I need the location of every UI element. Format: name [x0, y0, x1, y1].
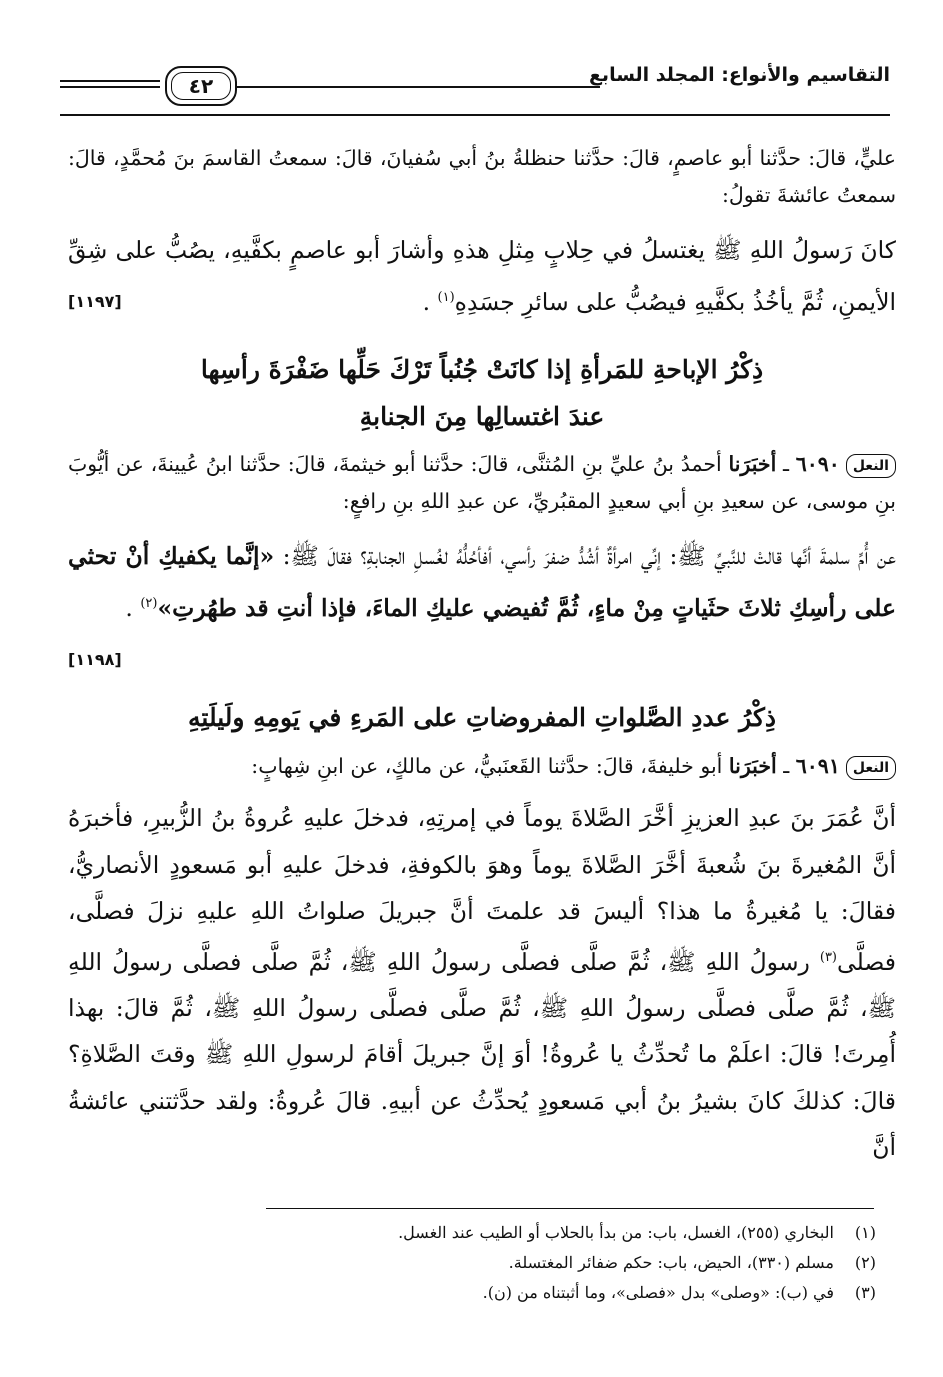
footnote-number: (١) — [854, 1223, 876, 1242]
hadith-1198-question: عن أُمِّ سلمةَ أنَّها قالتْ للنَّبيِّ ﷺ: إنِّي امرأةٌ أشُدُّ ضفرَ رأسي، أفأحُلُّهُ لغُسلِ الجنابةِ؟ فقالَ ﷺ: — [282, 542, 896, 570]
hadith-1198-answer: «إنَّما يكفيكِ أنْ تحثي على رأسِكِ ثلاثَ حثَياتٍ مِنْ ماءٍ، ثُمَّ تُفيضي عليكِ الماءَ، فإذا أنتِ قد طهُرتِ» — [68, 542, 896, 622]
footnote-item — [68, 1278, 876, 1308]
footnotes — [68, 1218, 876, 1308]
header-rule — [235, 86, 600, 88]
footnote-text: مسلم (٣٣٠)، الحيض، باب: حكم ضفائر المغتسلة. — [508, 1253, 834, 1272]
page-header — [60, 58, 890, 122]
footnote-mark: (١) — [437, 290, 455, 305]
footnote-item — [68, 1248, 876, 1278]
header-ornament-lines — [60, 80, 160, 92]
page-number-frame — [165, 66, 237, 106]
footnote-separator — [266, 1208, 874, 1209]
hadith-1198-text: عن أُمِّ سلمةَ أنَّها قالتْ للنَّبيِّ ﷺ: إنِّي امرأةٌ أشُدُّ ضفرَ رأسي، أفأحُلُّهُ لغُسلِ الجنابةِ؟ فقالَ ﷺ: «إنَّما يكفيكِ أنْ تحثي على رأسِكِ ثلاثَ حثَياتٍ مِنْ ماءٍ، ثُمَّ تُفيضي عليكِ الماءَ، فإذا أنتِ قد طهُرتِ»$^{(٢)}$ . — [68, 542, 896, 622]
hadith-1197-ref: [١١٩٧] — [68, 292, 122, 311]
hadith-1197-chain: عليٍّ، قالَ: حدَّثنا أبو عاصمٍ، قالَ: حدَّثنا حنظلةُ بنُ أبي سُفيانَ، قالَ: سمعتُ القاسمَ بنَ مُحمَّدٍ، قالَ: سمعتُ عائشةَ تقولُ: — [68, 146, 896, 207]
hadith-1198-chain: النعل٦٠٩٠ ـ أخبَرَنا أحمدُ بنُ عليِّ بنِ المُثنَّى، قالَ: حدَّثنا أبو خيثمةَ، قالَ: حدَّثنا ابنُ عُيينةَ، عن أيُّوبَ بنِ موسى، عن سعيدِ بنِ أبي سعيدٍ المقبُريِّ، عن عبدِ اللهِ بنِ رافعٍ: — [68, 452, 896, 513]
footnote-number: (٣) — [854, 1283, 876, 1302]
hadith-1199-part-a: أنَّ عُمَرَ بنَ عبدِ العزيزِ أخَّرَ الصَّلاةَ يوماً في إمرتِهِ، فدخلَ عليهِ عُروةُ بنُ الزُّبيرِ، فأخبرَهُ أنَّ المُغيرةَ بنَ شُعبةَ أخَّرَ الصَّلاةَ يوماً وهوَ بالكوفةِ، فدخلَ عليهِ أبو مَسعودٍ الأنصاريُّ، فقالَ: يا مُغيرةُ ما هذا؟ أليسَ قد علمتَ أنَّ جبريلَ صلواتُ اللهِ عليهِ نزلَ فصلَّى، فصلَّى — [68, 804, 896, 976]
footnote-mark: (٣) — [819, 949, 837, 965]
hadith-1197-body: كانَ رَسولُ اللهِ ﷺ يغتسلُ في حِلابٍ مِثلِ هذهِ وأشارَ أبو عاصمٍ بكفَّيهِ، يصُبُّ على شِقِّ الأيمنِ، ثُمَّ يأخُذُ بكفَّيهِ فيصُبُّ على سائرِ جسَدِهِ — [68, 236, 896, 316]
heading-1-line-1: ذِكْرُ الإباحةِ للمَرأةِ إذا كانَتْ جُنُباً تَرْكَ حَلِّها ضَفْرَةَ رأسِها — [200, 355, 764, 384]
hadith-number: ٦٠٩٠ — [795, 452, 840, 476]
footnote-item — [68, 1218, 876, 1248]
footnote-mark: (٢) — [140, 596, 158, 611]
hadith-lead: أخبَرَنا — [728, 754, 777, 778]
hadith-badge: النعل — [846, 756, 896, 780]
footnote-text: في (ب): «وصلى» بدل «فصلى»، وما أثبتناه من (ن). — [482, 1283, 834, 1302]
header-bottom-rule — [60, 114, 890, 116]
heading-2-line-1: ذِكْرُ عددِ الصَّلواتِ المفروضاتِ على المَرءِ في يَومِهِ ولَيلَتِهِ — [188, 703, 776, 732]
chapter-heading-2 — [68, 694, 896, 741]
hadith-1199-chain: النعل٦٠٩١ ـ أخبَرَنا أبو خليفةَ، قالَ: حدَّثنا القَعنَبيُّ، عن مالكٍ، عن ابنِ شِهابٍ: — [68, 748, 896, 785]
hadith-1199-text — [68, 795, 896, 1171]
hadith-1199-isnad: أبو خليفةَ، قالَ: حدَّثنا القَعنَبيُّ، عن مالكٍ، عن ابنِ شِهابٍ: — [251, 754, 723, 778]
hadith-badge: النعل — [846, 454, 896, 478]
heading-1-line-2: عندَ اغتسالِها مِنَ الجنابةِ — [359, 402, 605, 431]
footnote-number: (٢) — [854, 1253, 876, 1272]
chapter-heading-1 — [68, 346, 896, 440]
hadith-number: ٦٠٩١ — [795, 754, 840, 778]
hadith-lead: أخبَرَنا — [728, 452, 777, 476]
hadith-1198-ref: [١١٩٨] — [68, 650, 122, 669]
book-title: التقاسيم والأنواع: المجلد السابع — [588, 64, 890, 86]
footnote-text: البخاري (٢٥٥)، الغسل، باب: من بدأ بالحلاب أو الطيب عند الغسل. — [398, 1223, 834, 1242]
hadith-1198-isnad: أحمدُ بنُ عليِّ بنِ المُثنَّى، قالَ: حدَّثنا أبو خيثمةَ، قالَ: حدَّثنا ابنُ عُيينةَ، عن أيُّوبَ بنِ موسى، عن سعيدِ بنِ أبي سعيدٍ المقبُريِّ، عن عبدِ اللهِ بنِ رافعٍ: — [68, 452, 896, 513]
hadith-1199-part-b: رسولُ اللهِ ﷺ، ثُمَّ صلَّى فصلَّى رسولُ اللهِ ﷺ، ثُمَّ صلَّى فصلَّى رسولُ اللهِ ﷺ، ثُمَّ صلَّى فصلَّى رسولُ اللهِ ﷺ، ثُمَّ صلَّى فصلَّى رسولُ اللهِ ﷺ، ثُمَّ قالَ: بهذا أُمِرتَ! قالَ: اعلَمْ ما تُحدِّثُ يا عُروةُ! أوَ إنَّ جبريلَ أقامَ لرسولِ اللهِ ﷺ وقتَ الصَّلاةِ؟ قالَ: كذلكَ كانَ بشيرُ بنُ أبي مَسعودٍ يُحدِّثُ عن أبيهِ. قالَ عُروةُ: ولقد حدَّثتني عائشةُ أنَّ — [68, 947, 897, 1162]
page-number: ٤٢ — [171, 72, 231, 100]
hadith-1197-text: كانَ رَسولُ اللهِ ﷺ يغتسلُ في حِلابٍ مِثلِ هذهِ وأشارَ أبو عاصمٍ بكفَّيهِ، يصُبُّ على شِقِّ الأيمنِ، ثُمَّ يأخُذُ بكفَّيهِ فيصُبُّ على سائرِ جسَدِهِ$^{(١)}$ . — [68, 236, 896, 316]
